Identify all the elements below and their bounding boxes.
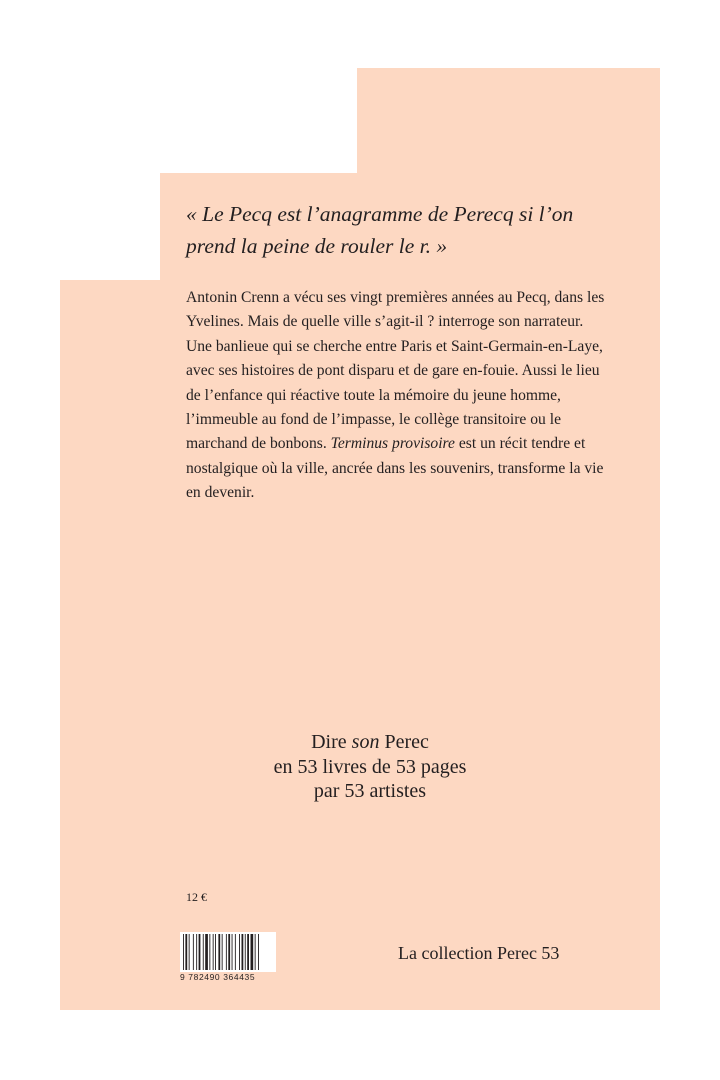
blurb-text-end: est un récit tendre et nostalgique où la ville, ancrée dans les souvenirs, transforme la vie en devenir. (186, 435, 604, 502)
price: 12 € (186, 890, 207, 904)
tagline-line-1: Dire son Perec (311, 731, 429, 753)
barcode-digits: 9 782490 364435 (180, 972, 256, 982)
barcode-icon (180, 932, 276, 986)
collection-name: La collection Perec 53 (398, 943, 560, 963)
barcode-bars (180, 932, 276, 972)
epigraph-quote: « Le Pecq est l’anagramme de Perecq si l’on prend la peine de rouler le r. » (186, 202, 574, 258)
blurb (186, 286, 606, 506)
blurb-text-start: Antonin Crenn a vécu ses vingt premières années au Pecq, dans les Yvelines. Mais de quelle ville s’agit-il ? interroge son narrateur. Une banlieue qui se cherche entre Paris et Saint-Germain-en-Laye, avec ses histoires de pont disparu et de gare en-fouie. Aussi le lieu de l’enfance qui réactive toute la mémoire du jeune homme, l’immeuble au fond de l’impasse, le collège transitoire ou le marchand de bonbons. (186, 289, 605, 453)
book-title: Terminus provisoire (330, 435, 455, 453)
collection-tagline (230, 730, 510, 804)
tagline-line-3: par 53 artistes (313, 780, 427, 802)
tagline-line-2: en 53 livres de 53 pages (273, 755, 467, 778)
